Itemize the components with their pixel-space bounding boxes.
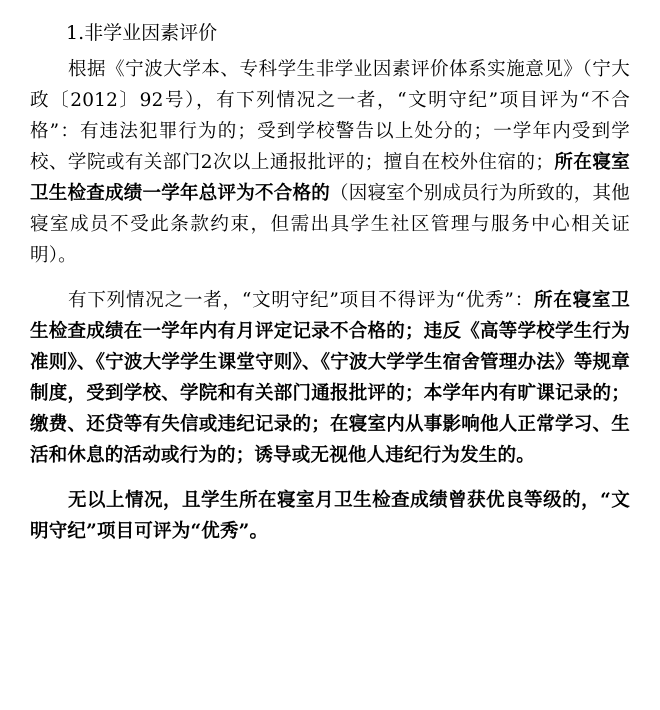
- para-1: [30, 54, 630, 271]
- para-3-run-1: 无以上情况，且学生所在寝室月卫生检查成绩曾获优良等级的，“文明守纪”项目可评为“优秀”。: [30, 490, 630, 542]
- para-2: [30, 285, 630, 471]
- para-2-run-2: 所在寝室卫生检查成绩在一学年内有月评定记录不合格的；违反《高等学校学生行为准则》、《宁波大学学生课堂守则》、《宁波大学学生宿舍管理办法》等规章制度，受到学校、学院和有关部门通报批评的；本学年内有旷课记录的；缴费、还贷等有失信或违纪记录的；在寝室内从事影响他人正常学习、生活和休息的活动或行为的；诱导或无视他人违纪行为发生的。: [30, 290, 630, 466]
- para-2-run-1: 有下列情况之一者，“文明守纪”项目不得评为“优秀”：: [68, 290, 535, 311]
- page-title: 1.非学业因素评价: [66, 22, 218, 44]
- document-body: [30, 54, 630, 547]
- para-1-run-2: 所在寝室卫生检查成绩一学年总评为不合格的: [30, 152, 630, 204]
- para-1-run-3: （因寝室个别成员行为所致的，其他寝室成员不受此条款约束，但需出具学生社区管理与服务中心相关证明）。: [30, 183, 631, 266]
- para-1-run-1: 根据《宁波大学本、专科学生非学业因素评价体系实施意见》（宁大政〔2012〕92号），有下列情况之一者，“文明守纪”项目评为“不合格”：有违法犯罪行为的；受到学校警告以上处分的；一学年内受到学校、学院或有关部门2次以上通报批评的；擅自在校外住宿的；: [30, 59, 630, 173]
- para-3: [30, 485, 630, 547]
